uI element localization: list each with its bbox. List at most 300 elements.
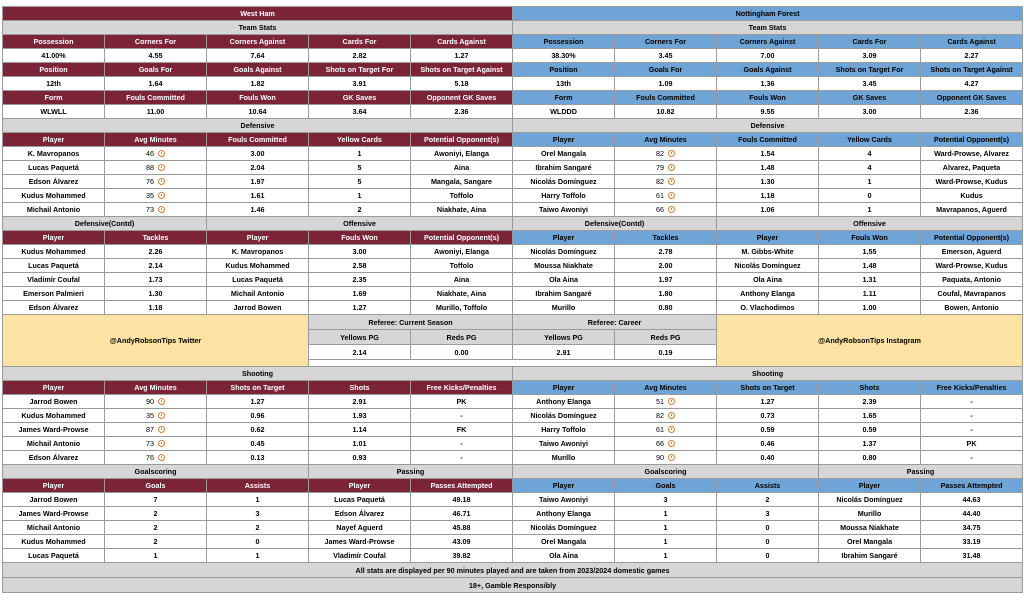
home-tackles-cell: 1.30 [105, 287, 207, 301]
home-defensive-minutes [105, 175, 207, 189]
away-offensive-cell: 1.55 [819, 245, 921, 259]
defensive-row [3, 189, 1023, 203]
away-defensive-header: Yellow Cards [819, 133, 921, 147]
away-shooting-cell: 1.37 [819, 437, 921, 451]
away-goalscoring-cell: 3 [615, 493, 717, 507]
away-shooting-cell: Anthony Elanga [513, 395, 615, 409]
away-goalscoring-cell: Anthony Elanga [513, 507, 615, 521]
home-stat-value: 7.64 [207, 49, 309, 63]
away-shooting-cell: Harry Toffolo [513, 423, 615, 437]
away-defensive-minutes [615, 189, 717, 203]
referee-header: Reds PG [615, 330, 717, 345]
stats-value-row-1 [3, 49, 1023, 63]
home-stat-header: Form [3, 91, 105, 105]
defensive-row [3, 161, 1023, 175]
away-shooting-cell: 0.59 [819, 423, 921, 437]
home-stat-header: Fouls Won [207, 91, 309, 105]
away-goalscoring-header: Goals [615, 479, 717, 493]
away-passing-header: Passes Attempted [921, 479, 1023, 493]
home-goalscoring-cell: Kudus Mohammed [3, 535, 105, 549]
home-offensive-header: Fouls Won [309, 231, 411, 245]
away-tackles-cell: Nicolás Domínguez [513, 245, 615, 259]
home-offensive-cell: 1.27 [309, 301, 411, 315]
away-goalscoring-cell: 0 [717, 535, 819, 549]
home-stat-value: 3.64 [309, 105, 411, 119]
away-defensive-cell: 0 [819, 189, 921, 203]
away-stat-value: 4.27 [921, 77, 1023, 91]
shooting-row [3, 423, 1023, 437]
away-defensive-cell: 1 [819, 203, 921, 217]
home-defensive-cell: 1 [309, 147, 411, 161]
home-defensive-cell: Toffolo [411, 189, 513, 203]
away-passing-cell: Moussa Niakhate [819, 521, 921, 535]
stopwatch-icon [158, 150, 165, 157]
home-defensive-cell: Awoniyi, Elanga [411, 147, 513, 161]
stats-value-row-3 [3, 105, 1023, 119]
home-defensive-cell: 1 [309, 189, 411, 203]
away-goalscoring-cell: Orel Mangala [513, 535, 615, 549]
home-goalscoring-cell: 1 [105, 549, 207, 563]
away-goalscoring-cell: 3 [717, 507, 819, 521]
away-passing-cell: Orel Mangala [819, 535, 921, 549]
home-defensive-minutes [105, 147, 207, 161]
away-tackles-header: Tackles [615, 231, 717, 245]
home-defensive-header: Potential Opponent(s) [411, 133, 513, 147]
away-shooting-cell: 2.39 [819, 395, 921, 409]
home-shooting-cell: Edson Álvarez [3, 451, 105, 465]
home-offensive-cell: Jarrod Bowen [207, 301, 309, 315]
home-stat-value: 3.91 [309, 77, 411, 91]
away-stat-value: 3.45 [819, 77, 921, 91]
minutes-value: 82 [656, 411, 665, 420]
home-stat-header: Goals Against [207, 63, 309, 77]
home-passing-cell: Lucas Paquetá [309, 493, 411, 507]
home-shooting-cell: Kudus Mohammed [3, 409, 105, 423]
home-defensive-header: Yellow Cards [309, 133, 411, 147]
home-offensive-header: Player [207, 231, 309, 245]
home-tackles-cell: Vladimír Coufal [3, 273, 105, 287]
home-stat-value: 10.64 [207, 105, 309, 119]
stopwatch-icon [158, 454, 165, 461]
home-offensive-cell: Murillo, Toffolo [411, 301, 513, 315]
away-goalscoring-cell: Taiwo Awoniyi [513, 493, 615, 507]
shooting-header-row [3, 381, 1023, 395]
footer-note: All stats are displayed per 90 minutes played and are taken from 2023/2024 domestic games [3, 563, 1023, 578]
home-shooting-minutes [105, 451, 207, 465]
home-shooting-cell: - [411, 437, 513, 451]
away-defensive-cell: 4 [819, 147, 921, 161]
home-goalscoring-cell: 1 [207, 549, 309, 563]
footer-note-row [3, 563, 1023, 578]
away-stat-value: 2.27 [921, 49, 1023, 63]
home-stat-header: Opponent GK Saves [411, 91, 513, 105]
away-defensive-minutes [615, 203, 717, 217]
home-goalscoring-cell: Jarrod Bowen [3, 493, 105, 507]
minutes-value: 66 [656, 439, 665, 448]
away-defensive-cell: Alvarez, Paqueta [921, 161, 1023, 175]
home-shooting-header: Shots [309, 381, 411, 395]
minutes-value: 46 [146, 149, 154, 158]
stopwatch-icon [668, 454, 675, 461]
home-offensive-cell: Kudus Mohammed [207, 259, 309, 273]
home-offensive-cell: 1.69 [309, 287, 411, 301]
gamble-notice: 18+, Gamble Responsibly [3, 578, 1023, 593]
away-goalscoring-cell: 1 [615, 521, 717, 535]
away-stat-header: Fouls Committed [615, 91, 717, 105]
defensive-row [3, 203, 1023, 217]
home-stat-value: 1.27 [411, 49, 513, 63]
away-tackles-cell: 0.80 [615, 301, 717, 315]
home-goalscoring-header: Goals [105, 479, 207, 493]
home-defensive-cell: 1.46 [207, 203, 309, 217]
away-offensive-header: Fouls Won [819, 231, 921, 245]
away-tackles-cell: Moussa Niakhate [513, 259, 615, 273]
home-offensive-cell: Lucas Paquetá [207, 273, 309, 287]
away-shooting-cell: 0.73 [717, 409, 819, 423]
home-defensive-cell: 1.61 [207, 189, 309, 203]
home-shooting-header: Player [3, 381, 105, 395]
home-passing-header: Player [309, 479, 411, 493]
home-stat-header: Possession [3, 35, 105, 49]
away-offensive-cell: Anthony Elanga [717, 287, 819, 301]
home-defensive-title: Defensive [3, 119, 513, 133]
stopwatch-icon [158, 192, 165, 199]
minutes-value: 73 [146, 439, 154, 448]
home-shooting-cell: James Ward-Prowse [3, 423, 105, 437]
contd-row [3, 259, 1023, 273]
away-defensive-cell: Mavrapanos, Aguerd [921, 203, 1023, 217]
away-passing-cell: 44.63 [921, 493, 1023, 507]
minutes-value: 35 [146, 411, 154, 420]
home-offensive-cell: Niakhate, Aina [411, 287, 513, 301]
home-shooting-cell: Michail Antonio [3, 437, 105, 451]
minutes-value: 76 [146, 453, 154, 462]
goal-title-row [3, 465, 1023, 479]
home-shooting-cell: 0.45 [207, 437, 309, 451]
away-defensive-minutes [615, 147, 717, 161]
away-passing-cell: Nicolás Domínguez [819, 493, 921, 507]
away-tackles-cell: 2.00 [615, 259, 717, 273]
away-defensive-cell: Nicolás Domínguez [513, 175, 615, 189]
home-shooting-cell: PK [411, 395, 513, 409]
stats-sheet [2, 6, 1023, 593]
home-offensive-cell: K. Mavropanos [207, 245, 309, 259]
home-defensive-header: Avg Minutes [105, 133, 207, 147]
defensive-title-row [3, 119, 1023, 133]
shooting-title-row [3, 367, 1023, 381]
away-goalscoring-cell: 2 [717, 493, 819, 507]
home-defensive-cell: Aina [411, 161, 513, 175]
home-stat-value: 2.36 [411, 105, 513, 119]
home-passing-cell: 39.82 [411, 549, 513, 563]
home-goalscoring-cell: Lucas Paquetá [3, 549, 105, 563]
home-stat-header: Goals For [105, 63, 207, 77]
home-defensive-minutes [105, 189, 207, 203]
minutes-value: 87 [146, 425, 154, 434]
away-defensive-cell: 1.54 [717, 147, 819, 161]
minutes-value: 61 [656, 191, 665, 200]
home-tackles-header: Tackles [105, 231, 207, 245]
away-tackles-cell: 2.78 [615, 245, 717, 259]
home-shooting-cell: Jarrod Bowen [3, 395, 105, 409]
minutes-value: 51 [656, 397, 665, 406]
stopwatch-icon [668, 412, 675, 419]
home-passing-cell: 43.09 [411, 535, 513, 549]
home-shooting-cell: 0.13 [207, 451, 309, 465]
away-defensive-title: Defensive [513, 119, 1023, 133]
away-shooting-cell: - [921, 395, 1023, 409]
home-defensive-cell: Edson Álvarez [3, 175, 105, 189]
home-passing-cell: 45.88 [411, 521, 513, 535]
home-passing-cell: James Ward-Prowse [309, 535, 411, 549]
referee-spacer [309, 360, 717, 367]
stopwatch-icon [668, 398, 675, 405]
away-stat-header: Corners For [615, 35, 717, 49]
home-offensive-cell: Toffolo [411, 259, 513, 273]
minutes-value: 61 [656, 425, 665, 434]
referee-current-value: 0.00 [411, 345, 513, 360]
away-defensive-cell: Orel Mangala [513, 147, 615, 161]
home-shooting-title: Shooting [3, 367, 513, 381]
away-shooting-minutes [615, 395, 717, 409]
instagram-handle: @AndyRobsonTips Instagram [717, 315, 1023, 367]
referee-current-value: 2.14 [309, 345, 411, 360]
home-passing-cell: Vladimír Coufal [309, 549, 411, 563]
referee-current-title: Referee: Current Season [309, 315, 513, 330]
stats-header-row-3 [3, 91, 1023, 105]
away-shooting-cell: - [921, 423, 1023, 437]
minutes-value: 73 [146, 205, 154, 214]
away-tackles-cell: Ibrahim Sangaré [513, 287, 615, 301]
stopwatch-icon [668, 192, 675, 199]
home-offensive-cell: 2.58 [309, 259, 411, 273]
stopwatch-icon [668, 164, 675, 171]
away-shooting-header: Free Kicks/Penalties [921, 381, 1023, 395]
away-shooting-minutes [615, 409, 717, 423]
shooting-row [3, 437, 1023, 451]
home-stat-header: Fouls Committed [105, 91, 207, 105]
away-offensive-cell: Coufal, Mavrapanos [921, 287, 1023, 301]
home-goalscoring-cell: 3 [207, 507, 309, 521]
home-tackles-cell: 1.18 [105, 301, 207, 315]
away-shooting-header: Shots on Target [717, 381, 819, 395]
away-defensive-cell: 1.30 [717, 175, 819, 189]
referee-career-value: 2.91 [513, 345, 615, 360]
minutes-value: 35 [146, 191, 154, 200]
away-tackles-cell: 1.80 [615, 287, 717, 301]
home-goalscoring-header: Assists [207, 479, 309, 493]
away-team-name: Nottingham Forest [513, 7, 1023, 21]
stopwatch-icon [158, 426, 165, 433]
away-stat-value: 38.30% [513, 49, 615, 63]
home-shooting-cell: 1.93 [309, 409, 411, 423]
away-shooting-minutes [615, 423, 717, 437]
home-defensive-cell: 1.97 [207, 175, 309, 189]
home-passing-cell: 46.71 [411, 507, 513, 521]
home-tackles-header: Player [3, 231, 105, 245]
minutes-value: 82 [656, 149, 665, 158]
home-shooting-cell: 1.01 [309, 437, 411, 451]
home-tackles-cell: Kudus Mohammed [3, 245, 105, 259]
home-shooting-header: Shots on Target [207, 381, 309, 395]
home-defensive-cell: 3.00 [207, 147, 309, 161]
goal-header-row [3, 479, 1023, 493]
home-stat-value: 12th [3, 77, 105, 91]
home-defensive-contd-title: Defensive(Contd) [3, 217, 207, 231]
home-stat-value: 11.00 [105, 105, 207, 119]
minutes-value: 90 [656, 453, 665, 462]
home-shooting-cell: 2.91 [309, 395, 411, 409]
away-passing-cell: Ibrahim Sangaré [819, 549, 921, 563]
away-shooting-minutes [615, 437, 717, 451]
away-stat-header: Goals For [615, 63, 717, 77]
home-shooting-cell: 1.14 [309, 423, 411, 437]
away-stat-header: Goals Against [717, 63, 819, 77]
home-shooting-cell: 1.27 [207, 395, 309, 409]
home-shooting-header: Avg Minutes [105, 381, 207, 395]
home-stat-header: GK Saves [309, 91, 411, 105]
away-offensive-cell: O. Vlachodimos [717, 301, 819, 315]
stopwatch-icon [158, 440, 165, 447]
away-defensive-header: Avg Minutes [615, 133, 717, 147]
away-offensive-cell: 1.48 [819, 259, 921, 273]
stopwatch-icon [158, 398, 165, 405]
away-offensive-title: Offensive [717, 217, 1023, 231]
shooting-row [3, 409, 1023, 423]
stats-header-row-1 [3, 35, 1023, 49]
away-passing-cell: 33.19 [921, 535, 1023, 549]
stats-value-row-2 [3, 77, 1023, 91]
away-stat-header: Shots on Target For [819, 63, 921, 77]
home-shooting-cell: 0.93 [309, 451, 411, 465]
home-shooting-cell: - [411, 451, 513, 465]
away-shooting-cell: 1.65 [819, 409, 921, 423]
away-goalscoring-cell: 1 [615, 535, 717, 549]
contd-row [3, 273, 1023, 287]
away-offensive-cell: 1.31 [819, 273, 921, 287]
away-defensive-cell: Ward-Prowse, Alvarez [921, 147, 1023, 161]
away-team-stats-title: Team Stats [513, 21, 1023, 35]
away-stat-header: Possession [513, 35, 615, 49]
home-passing-title: Passing [309, 465, 513, 479]
away-passing-cell: 44.40 [921, 507, 1023, 521]
home-tackles-cell: Lucas Paquetá [3, 259, 105, 273]
away-stat-header: Shots on Target Against [921, 63, 1023, 77]
home-stat-value: 2.82 [309, 49, 411, 63]
away-shooting-header: Shots [819, 381, 921, 395]
home-stat-value: 1.82 [207, 77, 309, 91]
away-stat-value: 1.09 [615, 77, 717, 91]
away-offensive-cell: Ola Aina [717, 273, 819, 287]
home-stat-value: 4.55 [105, 49, 207, 63]
away-defensive-cell: Kudus [921, 189, 1023, 203]
home-offensive-cell: Aina [411, 273, 513, 287]
minutes-value: 90 [146, 397, 154, 406]
home-team-name: West Ham [3, 7, 513, 21]
away-offensive-cell: Bowen, Antonio [921, 301, 1023, 315]
minutes-value: 66 [656, 205, 665, 214]
away-defensive-minutes [615, 175, 717, 189]
away-shooting-header: Player [513, 381, 615, 395]
goal-row [3, 521, 1023, 535]
home-shooting-header: Free Kicks/Penalties [411, 381, 513, 395]
away-defensive-header: Player [513, 133, 615, 147]
home-offensive-cell: 3.00 [309, 245, 411, 259]
home-goalscoring-cell: 2 [105, 521, 207, 535]
stopwatch-icon [158, 178, 165, 185]
home-stat-header: Position [3, 63, 105, 77]
home-defensive-cell: 2 [309, 203, 411, 217]
home-stat-header: Corners For [105, 35, 207, 49]
home-defensive-cell: Lucas Paquetá [3, 161, 105, 175]
away-shooting-cell: Murillo [513, 451, 615, 465]
away-offensive-header: Potential Opponent(s) [921, 231, 1023, 245]
away-goalscoring-cell: Nicolás Domínguez [513, 521, 615, 535]
home-passing-cell: Nayef Aguerd [309, 521, 411, 535]
away-shooting-cell: 0.59 [717, 423, 819, 437]
referee-career-title: Referee: Career [513, 315, 717, 330]
home-shooting-cell: 0.62 [207, 423, 309, 437]
away-shooting-header: Avg Minutes [615, 381, 717, 395]
home-defensive-header: Fouls Committed [207, 133, 309, 147]
away-defensive-cell: 1 [819, 175, 921, 189]
home-defensive-cell: 5 [309, 175, 411, 189]
away-passing-cell: 31.48 [921, 549, 1023, 563]
away-passing-cell: 34.75 [921, 521, 1023, 535]
home-defensive-cell: K. Mavropanos [3, 147, 105, 161]
away-shooting-cell: 0.80 [819, 451, 921, 465]
away-shooting-cell: 0.40 [717, 451, 819, 465]
away-stat-value: 1.36 [717, 77, 819, 91]
away-tackles-cell: Murillo [513, 301, 615, 315]
home-defensive-cell: 2.04 [207, 161, 309, 175]
contd-row [3, 245, 1023, 259]
away-shooting-cell: - [921, 451, 1023, 465]
contd-header-row [3, 231, 1023, 245]
home-shooting-cell: FK [411, 423, 513, 437]
minutes-value: 76 [146, 177, 154, 186]
home-offensive-title: Offensive [207, 217, 513, 231]
home-shooting-minutes [105, 437, 207, 451]
defensive-row [3, 147, 1023, 161]
footer-gamble-row [3, 578, 1023, 593]
referee-header: Yellows PG [513, 330, 615, 345]
away-stat-value: WLDDD [513, 105, 615, 119]
away-stat-header: Cards For [819, 35, 921, 49]
home-goalscoring-cell: 7 [105, 493, 207, 507]
away-shooting-cell: Taiwo Awoniyi [513, 437, 615, 451]
stopwatch-icon [668, 426, 675, 433]
away-tackles-cell: Ola Aina [513, 273, 615, 287]
home-tackles-cell: 2.26 [105, 245, 207, 259]
away-defensive-header: Potential Opponent(s) [921, 133, 1023, 147]
home-offensive-cell: Awoniyi, Elanga [411, 245, 513, 259]
stopwatch-icon [158, 206, 165, 213]
away-goalscoring-cell: 1 [615, 549, 717, 563]
away-stat-value: 2.36 [921, 105, 1023, 119]
away-defensive-header: Fouls Committed [717, 133, 819, 147]
stats-header-row-2 [3, 63, 1023, 77]
home-stat-value: 41.00% [3, 49, 105, 63]
home-tackles-cell: Edson Álvarez [3, 301, 105, 315]
stopwatch-icon [668, 178, 675, 185]
away-goalscoring-title: Goalscoring [513, 465, 819, 479]
team-stats-title-row [3, 21, 1023, 35]
home-goalscoring-header: Player [3, 479, 105, 493]
away-goalscoring-header: Player [513, 479, 615, 493]
home-offensive-cell: Michail Antonio [207, 287, 309, 301]
away-stat-header: Form [513, 91, 615, 105]
